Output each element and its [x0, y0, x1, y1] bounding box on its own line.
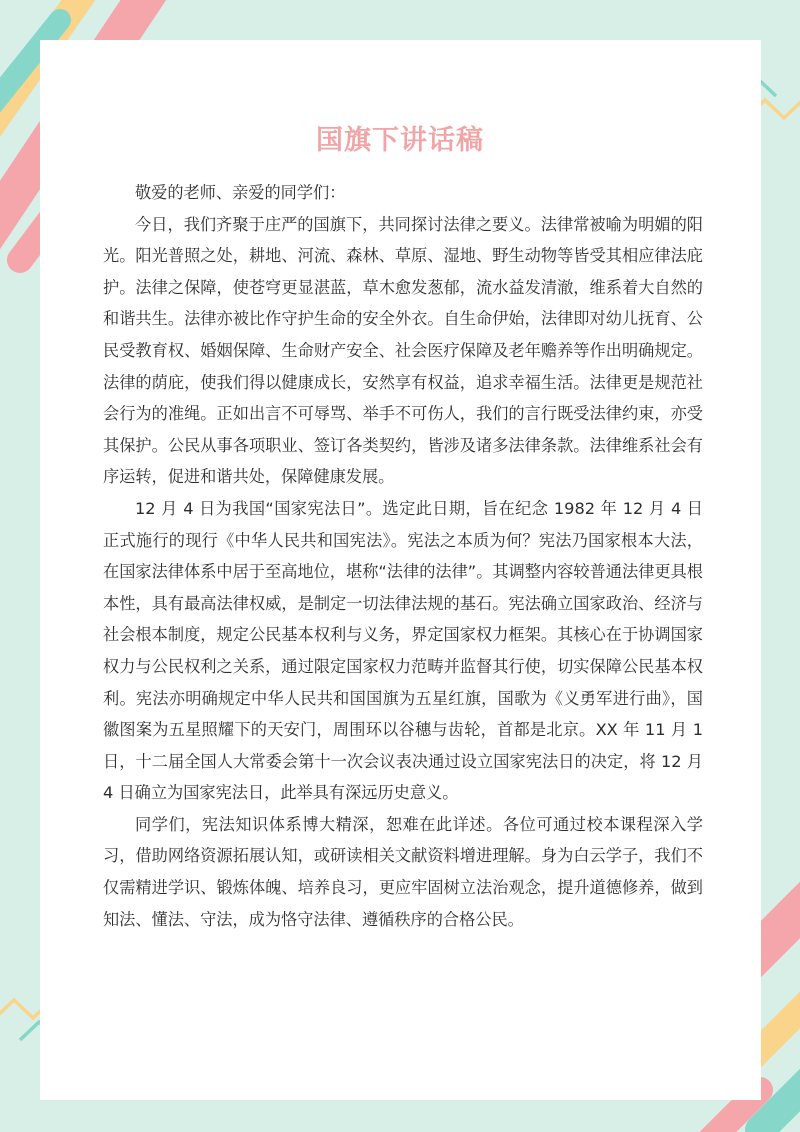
- paragraph-1: 今日，我们齐聚于庄严的国旗下，共同探讨法律之要义。法律常被喻为明媚的阳光。阳光普照之处，耕地、河流、森林、草原、湿地、野生动物等皆受其相应律法庇护。法律之保障，使苍穹更显湛蓝，草木愈发葱郁，流水益发清澈，维系着大自然的和谐共生。法律亦被比作守护生命的安全外衣。自生命伊始，法律即对幼儿抚育、公民受教育权、婚姻保障、生命财产安全、社会医疗保障及老年赡养等作出明确规定。法律的荫庇，使我们得以健康成长，安然享有权益，追求幸福生活。法律更是规范社会行为的准绳。正如出言不可辱骂、举手不可伤人，我们的言行既受法律约束，亦受其保护。公民从事各项职业、签订各类契约，皆涉及诸多法律条款。法律维系社会有序运转，促进和谐共处，保障健康发展。: [103, 214, 703, 487]
- greeting: 敬爱的老师、亲爱的同学们：: [135, 183, 346, 202]
- speech-body: [103, 177, 703, 935]
- paragraph-2: 12 月 4 日为我国“国家宪法日”。选定此日期，旨在纪念 1982 年 12 月 4 日正式施行的现行《中华人民共和国宪法》。宪法之本质为何？宪法乃国家根本大法，在国家法律体系中居于至高地位，堪称“法律的法律”。其调整内容较普通法律更具根本性，具有最高法律权威，是制定一切法律法规的基石。宪法确立国家政治、经济与社会根本制度，规定公民基本权利与义务，界定国家权力框架。其核心在于协调国家权力与公民权利之关系，通过限定国家权力范畴并监督其行使，切实保障公民基本权利。宪法亦明确规定中华人民共和国国旗为五星红旗，国歌为《义勇军进行曲》，国徽图案为五星照耀下的天安门，周围环以谷穗与齿轮，首都是北京。XX 年 11 月 1 日，十二届全国人大常委会第十一次会议表决通过设立国家宪法日的决定，将 12 月 4 日确立为国家宪法日，此举具有深远历史意义。: [103, 498, 703, 803]
- page-title: 国旗下讲话稿: [316, 125, 484, 156]
- paragraph-3: 同学们，宪法知识体系博大精深，恕难在此详述。各位可通过校本课程深入学习，借助网络资源拓展认知，或研读相关文献资料增进理解。身为白云学子，我们不仅需精进学识、锻炼体魄、培养良习，更应牢固树立法治观念，提升道德修养，做到知法、懂法、守法，成为恪守法律、遵循秩序的合格公民。: [103, 814, 703, 929]
